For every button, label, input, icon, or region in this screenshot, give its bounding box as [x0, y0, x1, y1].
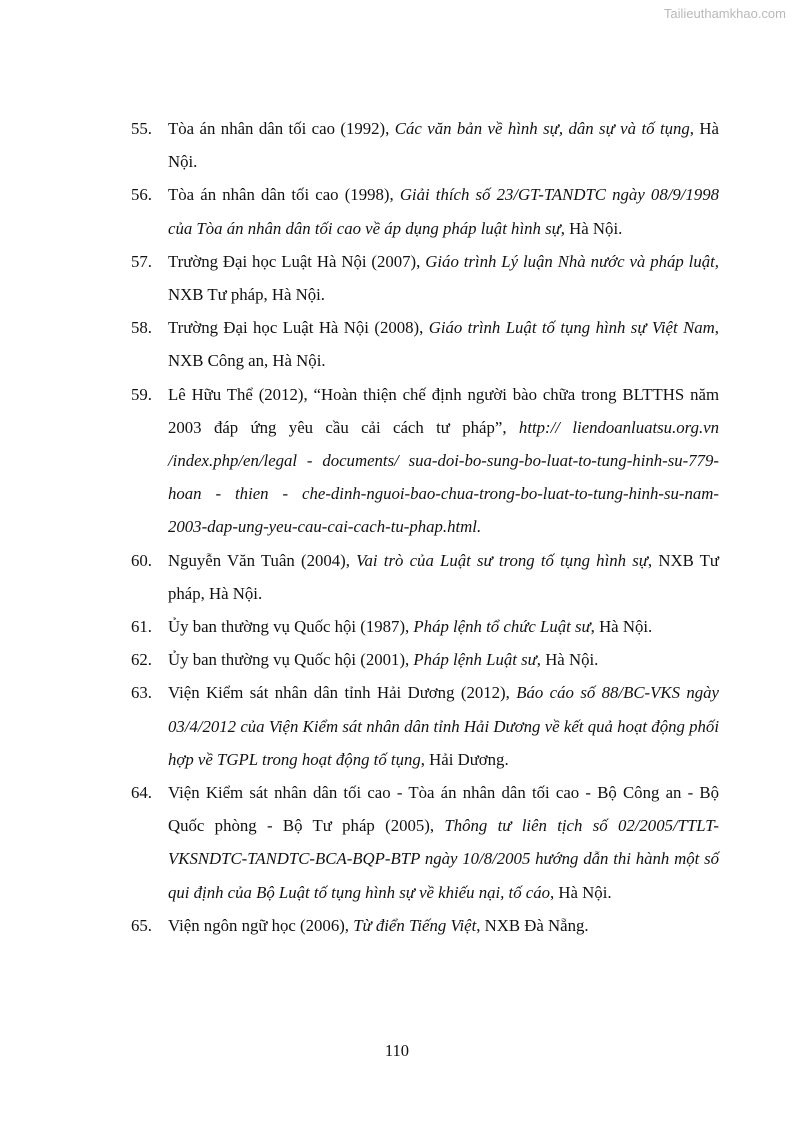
reference-number: 65. [131, 915, 152, 935]
reference-text: , Hà Nội. [536, 650, 599, 670]
page-number: 110 [384, 1041, 410, 1060]
reference-title: Pháp lệnh Luật sư [413, 650, 537, 670]
reference-text: , Hà Nội. [550, 882, 612, 902]
reference-text: Trường Đại học Luật Hà Nội (2008), [168, 318, 429, 338]
reference-item [131, 643, 719, 676]
reference-item [131, 776, 719, 909]
watermark-text: Tailieuthamkhao.com [663, 6, 786, 21]
reference-text: Lê Hữu Thể (2012), “Hoàn thiện chế định người bào chữa trong BLTTHS năm 2003 đáp ứng yêu cầu cải cách tư pháp”, [168, 384, 719, 437]
reference-item [131, 676, 719, 776]
reference-number: 62. [131, 650, 152, 670]
reference-item [131, 311, 719, 377]
reference-number: 55. [131, 119, 152, 138]
reference-text: , NXB Công an, Hà Nội. [168, 318, 719, 371]
reference-number: 60. [131, 550, 152, 570]
reference-item [131, 909, 719, 942]
reference-number: 56. [131, 185, 152, 205]
reference-number: 61. [131, 617, 152, 637]
reference-text: , Hà Nội. [560, 218, 623, 238]
reference-item [131, 245, 719, 311]
reference-text: , Hà Nội. [590, 617, 653, 637]
reference-text: , Hà Nội. [168, 119, 719, 172]
reference-url: http:// liendoanluatsu.org.vn /index.php/en/legal - documents/ sua-doi-bo-sung-bo-luat-to-tung-hinh-su-779-hoan - thien - che-dinh-nguoi-bao-chua-trong-bo-luat-to-tung-hinh-su-nam-2003-dap-ung-yeu-cau-cai-cach-tu-phap.html. [168, 417, 719, 537]
reference-title: Thông tư liên tịch số 02/2005/TTLT-VKSNDTC-TANDTC-BCA-BQP-BTP ngày 10/8/2005 hướng dẫn thi hành một số qui định của Bộ Luật tố tụng hình sự về khiếu nại, tố cáo [168, 816, 719, 902]
reference-title: Từ điển Tiếng Việt [353, 915, 477, 935]
reference-text: Nguyễn Văn Tuân (2004), [168, 550, 357, 570]
reference-text: Viện Kiểm sát nhân dân tỉnh Hải Dương (2012), [168, 683, 517, 703]
reference-text: , NXB Tư pháp, Hà Nội. [168, 550, 720, 603]
reference-number: 63. [131, 683, 152, 703]
reference-title: Các văn bản về hình sự, dân sự và tố tụng [394, 119, 690, 138]
reference-title: Vai trò của Luật sư trong tố tụng hình sự [356, 550, 648, 570]
reference-title: Giáo trình Lý luận Nhà nước và pháp luật, [425, 251, 719, 271]
reference-number: 58. [131, 318, 152, 338]
reference-item [131, 178, 719, 244]
reference-text: Viện Kiểm sát nhân dân tối cao - Tòa án nhân dân tối cao - Bộ Công an - Bộ Quốc phòng - Bộ Tư pháp (2005), [168, 783, 719, 836]
reference-item [131, 610, 719, 643]
reference-item [131, 544, 719, 610]
reference-item [131, 378, 719, 544]
reference-text: Viện ngôn ngữ học (2006), [168, 915, 354, 935]
reference-title: Giải thích số 23/GT-TANDTC ngày 08/9/1998 của Tòa án nhân dân tối cao về áp dụng pháp luật hình sự [168, 185, 719, 238]
reference-text: NXB Tư pháp, Hà Nội. [168, 285, 326, 305]
reference-title: Giáo trình Luật tố tụng hình sự Việt Nam [428, 318, 715, 338]
reference-number: 64. [131, 783, 152, 803]
reference-title: Pháp lệnh tổ chức Luật sư [413, 617, 591, 637]
reference-title: Báo cáo số 88/BC-VKS ngày 03/4/2012 của Viện Kiểm sát nhân dân tỉnh Hải Dương về kết quả hoạt động phối hợp về TGPL trong hoạt động tố tụng [168, 683, 719, 769]
reference-text: Ủy ban thường vụ Quốc hội (2001), [168, 650, 414, 670]
reference-text: Trường Đại học Luật Hà Nội (2007), [168, 251, 426, 271]
reference-number: 57. [131, 251, 152, 271]
reference-text: , NXB Đà Nẵng. [476, 915, 589, 935]
reference-item [131, 112, 719, 178]
reference-text: , Hải Dương. [420, 749, 509, 769]
reference-text: Tòa án nhân dân tối cao (1992), [168, 119, 395, 138]
reference-text: Ủy ban thường vụ Quốc hội (1987), [168, 617, 414, 637]
reference-list [131, 112, 719, 942]
reference-number: 59. [131, 384, 152, 404]
reference-text: Tòa án nhân dân tối cao (1998), [168, 185, 400, 205]
